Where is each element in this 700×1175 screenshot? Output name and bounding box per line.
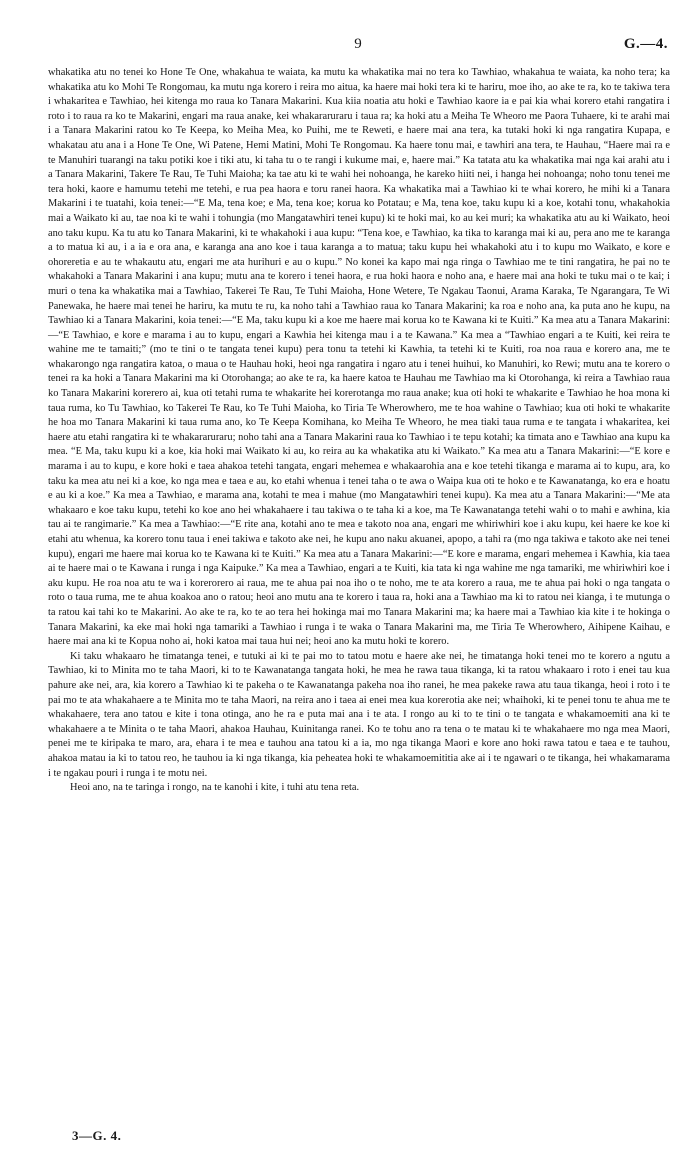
- body-text: [48, 66, 670, 796]
- page-header: [48, 36, 668, 58]
- paragraph-3: Heoi ano, na te taringa i rongo, na te kanohi i kite, i tuhi atu tena reta.: [70, 782, 360, 794]
- paragraph-2: Ki taku whakaaro he timatanga tenei, e tutuki ai ki te pai mo to tatou motu e haere ake nei, he timatanga hoki tenei mo te korero a ngutu a Tawhiao, ki to Minita mo te taha Maori, ki to te Kawanatanga tangata hoki, he mea he rawa taua tikanga, ki ta ratou whakaaro i roto i enei tau kua pahure ake nei, ara, kia korero a Tawhiao ki te pakeha o te Kawanatanga pakeha noa iho ranei, he mea pakeke rawa atu taua tikanga, heoi i roto i te pai mo te ata whakahaere a te Minita mo te taha Maori, na reira ano i taea ai enei mea kua korerotia ake nei; whaihoki, ki te penei tonu te ahua me te whakahaere, tera ano tatou e kite i tona otinga, ano he ra e puta mai ana i te ata. I rongo au ki to te tini o te tangata e whakamoemiti ana ki te whakahaere a te Minita o te taha Maori, ahakoa Hauhau, Kuinitanga ranei. Ko te tohu ano ra tena o te matau ki te whakahaere mo nga mea Maori, penei me te kiripaka te maro, ara, ehara i te mea e tauhou ana tatou ki a ia, mo nga tikanga Maori e kore ano hoki rawa tatou e taea e te tauhou, ahakoa matau ia ki to tatou reo, he tauhou ia ki nga tikanga, kia peheatea hoki te whakamoemititia ake ai i te ngawari o te tikanga, hei whakamarama i te ngakau pouri i runga i te motu nei.: [48, 650, 670, 779]
- paragraph-1: whakatika atu no tenei ko Hone Te One, whakahua te waiata, ka mutu ka whakatika mai no tera ko Tawhiao, whakahua te waiata, ka noho tera; ka whakatika atu ko Mohi Te Rongomau, ka mutu nga korero i reira mo aitua, ka haere mai hoki tera ki te hariru, moe iho, ao ake te ra, ko te takiwa tera i whakaritea e Tawhiao, hei kitenga mo raua ko Tanara Makarini. Kua kiia noatia atu hoki e Tawhiao kaore ia e pai kia whai korero etahi rangatira i roto i to raua ra ko te Makarini, engari ma raua anake, kei whakararuraru i taua ra; ka hoki atu a Meiha Te Wheoro me Paora Tuhaere, ki te arahi mai i a Tanara Makarini ratou ko Te Keepa, ko Meiha Mea, ko Puihi, me te Reweti, e haere mai ana tera, ka tutaki hoki ki nga rangatira Kupapa, e whakatau atu ana i a Hone Te One, Wi Patene, Hemi Matini, Mohi Te Rongomau. Ka haere tonu mai, e tawhiri ana tera, te Hauhau, “Haere mai ra e te Manuhiri tuarangi na taku potiki koe i tiki atu, ki taha tu o te rangi i kukume mai, e, haere mai.” Ka tatata atu ka whakatika mai nga kai arahi atu i a Tanara Makarini, Takere Te Rau, Te Tuhi Maioha; ka tae atu ki te wahi hei nohoanga, he kareko hiiti nei, i hanga hei nohoanga; noho tonu tenei me tera hoki, kaore e hamumu tetehi me tetehi, e rua pea haora e toru ranei haora. Ka whakatika mai a Tawhiao ki te whai korero, he mihi ki a Tanara Makarini i te tuatahi, koia tenei:—“E Ma, tena koe; e Ma, tena koe; korua ko Potatau; e Ma, tena koe, taku kupu ki a koe, kotahi tonu, whakahokia mai a Waikato ki au, tae noa ki te wahi i tohungia (mo Mangatawhiri tenei kupu) ki te hoki mai, ko au kei muri; ka whakatika atu au ki Waikato, heoi ano taku kupu. Ka tu atu ko Tanara Makarini, ki te whakahoki i aua kupu: “Tena koe, e Tawhiao, ka tika to karanga mai ki au, pera ano me te karanga a to matua ki au, i a ia e ora ana, e karanga ana ano koe i taua karanga a to matua; taku kupu hei whakahoki atu i to kupu mo Waikato, e kore e ohoreretia e au te whakautu atu, engari me ata hurihuri e au o kupu.” No konei ka kapo mai nga ringa o Tawhiao me te tini rangatira, he pai no te whakahoki a Tanara Makarini i ana kupu; mutu ana te korero i tenei haora, e rua hoki haora e noho ana, e haere mai ana hoki te tuku mai o te kai; i muri o tena ka whakatika mai a Tawhiao, Takerei Te Rau, Te Tuhi Maioha, Hone Wetere, Te Ngakau Taonui, Arama Karaka, Te Ngarangara, Te Wi Panewaka, he haere mai tenei he hariru, ka mutu te ru, ka noho tahi a Tawhiao raua ko Tanara Makarini; ka roa e noho ana, ka puta ano he kupu, na Tawhiao ki a Tanara Makarini, koia tenei:—“E Ma, taku kupu ki a koe me haere mai korua ko te Kawana ki te Kuiti.” Ka mea atu a Tanara Makarini:—“E Tawhiao, e kore e marama i au to kupu, engari a Kawhia hei kitenga mau i a te Kawana.” Ka mea a “Tawhiao engari a te Kuiti, kei reira te wahine me te tamaiti;” (mo te tini o te tangata tenei kupu) pera tonu ta tetehi ki Kawhia, ta tetehi ki te Kuiti, roa noa raua e korero ana, me te whakarongo nga rangatira katoa, o maua o te Hauhau hoki, heoi nga rangatira i ngaro atu i tenei huihui, ko Manuhiri, ko Rewi; mutu ana te korero o tenei ra ka hoki a Tanara Makarini ma ki Otorohanga; ao ake te ra, ka haere katoa te Hauhau me Tawhiao ma ki Otorohanga, ki reira a Tawhiao raua ko Tanara Makarini korerero ai, kua oti tetahi ruma te whakarite hei korerotanga mo raua anake; kua oti hoki te whakarite e Tawhiao he hoa mona ki taua ruma, ko Tu Tawhiao, ko Takerei Te Rau, ko Te Tuhi Maioha, ko Tiria Te Wherowhero, me te hoa wahine o Tawhiao; kua oti hoki te whakarite he hoa mo Tanara Makarini ki taua ruma ano, ko Te Keepa Komihana, ko Meiha Te Wheoro, he mea tiaki taua ruma e te tangata i whakaritea, kei haere atu etahi rangatira ki te whakararuraru; noho tahi ana a Tanara Makarini raua ko Tawhiao i te tepu kotahi; ka timata ano e Tawhiao ana kupu ka mea. “E Ma, taku kupu ki a koe, kia hoki mai Waikato ki au, ko reira au ka whakatika atu ki Waikato.” Ka mea atu a Tanara Makarini:—“E kore e marama i au to kupu, e kore hoki e taea ahakoa tetehi tangata, engari mehemea e whakaarohia ana e koe tetehi tikanga e marama ai to kupu, ara, ko taku ka mea atu nei ki a koe, ko nga mea e taea e au, ko etahi whenua i tenei taha o te awa o Waipa kua oti te hoko e te Kawanatanga, ko era e hoatu e au ki a koe.” Ka mea a Tawhiao, e marama ana, kotahi te mea i mahue (mo Mangatawhiri tenei kupu). Ka mea atu a Tanara Makarini:—“Me ata whakaaro e koe taku kupu, tetehi ko koe ano hei whakahaere i tau takiwa o te taha ki a koe, ma Te Kawanatanga tetehi wahi o to mahi e awhina, kia tau ai te rangimarie.” Ka mea a Tawhiao:—“E rite ana, kotahi ano te mea e takoto noa ana, engari me whiriwhiri koe i aku kupu, kei haere ke koe ki etahi atu whenua, ka korero tonu taua i enei takiwa e takoto ake nei, he kupu ano naku akuanei, apopo, a tahi ra (mo nga takiwa e takoto ake nei tenei kupu), engari me haere mai korua ko te Kawana ki te Kuiti.” Ka mea atu a Tanara Makarini:—“E kore e marama, engari mehemea i Kawhia, kia taea ai te haere mai o te Kawana i runga i nga Kaipuke.” Ka mea a Tawhiao, engari a te Kuiti, kia tata ki nga wahine me nga tamariki, me whiriwhiri koe i aku kupu. He roa noa atu te wa i korerorero ai raua, me te ahua pai noa iho o te noho, me te ata korero a raua, me te ahua pai hoki o nga tangata o roto o taua ruma, me te ahua koakoa ano o ratou; heoi ano mutu ana te korero i taua ra, hoki ana a Tawhiao ma ki to ratou nei kianga, i te mutunga o ta ratou kai tahi ko te Makarini. Ao ake te ra, ko te ao tera hei hokinga mai mo Tanara Makarini ma; ka haere mai a Tawhiao kia kite i te hokinga o Tanara Makarini, ka eke mai hoki nga tamariki a Tawhiao i runga i te waka o Tanara Makarini ma, me Tiria Te Wherowhero, Aihipene Kaihau, e haere mai ana ki te Kopua noho ai, hoki katoa mai taua hui nei; heoi ano ka mutu hoki te korero.: [48, 67, 670, 648]
- series-reference: G.—4.: [623, 36, 668, 52]
- page-number: 9: [354, 36, 362, 52]
- sheet-reference: 3—G. 4.: [72, 1128, 122, 1143]
